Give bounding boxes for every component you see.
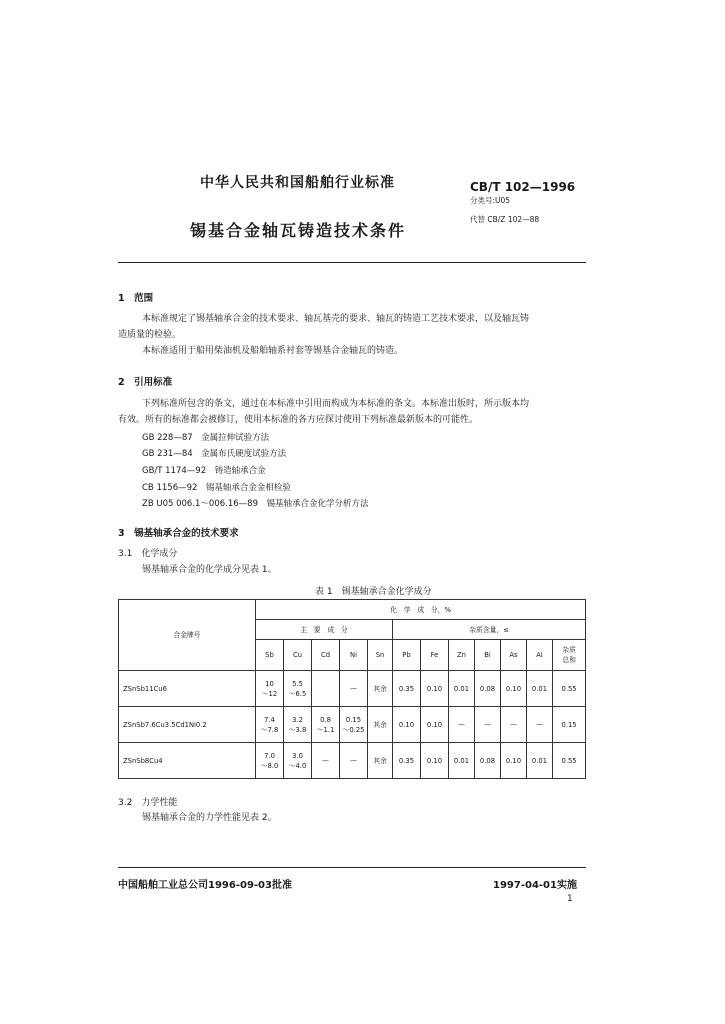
sn-cell: 其余 bbox=[368, 707, 393, 743]
header-rule bbox=[118, 262, 586, 263]
zn-cell: 0.01 bbox=[449, 671, 475, 707]
ni-cell: — bbox=[340, 743, 368, 779]
standard-category: 中华人民共和国船舶行业标准 bbox=[200, 175, 395, 191]
al-cell: 0.01 bbox=[527, 671, 553, 707]
reference-item: GB/T 1174—92 铸造轴承合金 bbox=[142, 466, 266, 476]
table-row bbox=[119, 707, 586, 743]
sb-cell: 7.4 ～7.8 bbox=[256, 707, 284, 743]
sn-cell: 其余 bbox=[368, 743, 393, 779]
col-pb: Pb bbox=[393, 640, 421, 671]
header-chemical-composition: 化 学 成 分，% bbox=[256, 600, 586, 620]
as-cell: 0.10 bbox=[501, 743, 527, 779]
reference-item: ZB U05 006.1～006.16—89 锡基轴承合金化学分析方法 bbox=[142, 499, 369, 509]
approval-info: 中国船舶工业总公司1996-09-03批准 bbox=[118, 880, 292, 891]
zn-cell: 0.01 bbox=[449, 743, 475, 779]
sb-cell: 10 ～12 bbox=[256, 671, 284, 707]
table-row bbox=[119, 671, 586, 707]
as-cell: — bbox=[501, 707, 527, 743]
cu-cell: 3.0 ～4.0 bbox=[284, 743, 312, 779]
section-3-2-text: 锡基轴承合金的力学性能见表 2。 bbox=[142, 813, 277, 823]
ni-cell: 0.15 ～0.25 bbox=[340, 707, 368, 743]
section-2-para-1a: 下列标准所包含的条文，通过在本标准中引用而构成为本标准的条文。本标准出版时，所示版本均 bbox=[142, 399, 530, 409]
table-1-caption: 表 1 锡基轴承合金化学成分 bbox=[315, 587, 432, 597]
fe-cell: 0.10 bbox=[421, 707, 449, 743]
section-1-para-1b: 造质量的检验。 bbox=[118, 330, 182, 340]
col-cd: Cd bbox=[312, 640, 340, 671]
reference-item: GB 228—87 金属拉伸试验方法 bbox=[142, 433, 270, 443]
fe-cell: 0.10 bbox=[421, 671, 449, 707]
col-al: Al bbox=[527, 640, 553, 671]
pb-cell: 0.10 bbox=[393, 707, 421, 743]
al-cell: 0.01 bbox=[527, 743, 553, 779]
col-as: As bbox=[501, 640, 527, 671]
section-3-2-heading: 3.2 力学性能 bbox=[118, 798, 178, 808]
grade-cell: ZSnSb7.6Cu3.5Cd1Ni0.2 bbox=[119, 707, 256, 743]
replaces-standard: 代替 CB/Z 102—88 bbox=[470, 215, 540, 224]
col-zn: Zn bbox=[449, 640, 475, 671]
col-sb: Sb bbox=[256, 640, 284, 671]
cu-cell: 3.2 ～3.8 bbox=[284, 707, 312, 743]
chemical-composition-table bbox=[118, 599, 586, 779]
col-sn: Sn bbox=[368, 640, 393, 671]
classification-number: 分类号:U05 bbox=[470, 196, 511, 205]
sn-cell: 其余 bbox=[368, 671, 393, 707]
grade-cell: ZSnSb11Cu6 bbox=[119, 671, 256, 707]
al-cell: — bbox=[527, 707, 553, 743]
ni-cell: — bbox=[340, 671, 368, 707]
section-1-heading: 1 范围 bbox=[118, 293, 154, 304]
bi-cell: 0.08 bbox=[475, 743, 501, 779]
section-2-heading: 2 引用标准 bbox=[118, 377, 173, 388]
total-cell: 0.55 bbox=[553, 743, 586, 779]
reference-item: CB 1156—92 锡基轴承合金金相检验 bbox=[142, 483, 291, 493]
cd-cell bbox=[312, 671, 340, 707]
footer-rule bbox=[118, 867, 586, 868]
cd-cell: — bbox=[312, 743, 340, 779]
document-title: 锡基合金轴瓦铸造技术条件 bbox=[190, 221, 407, 240]
table-row bbox=[119, 743, 586, 779]
implementation-date: 1997-04-01实施 bbox=[493, 880, 577, 891]
pb-cell: 0.35 bbox=[393, 671, 421, 707]
as-cell: 0.10 bbox=[501, 671, 527, 707]
section-3-1-heading: 3.1 化学成分 bbox=[118, 549, 178, 559]
bi-cell: — bbox=[475, 707, 501, 743]
grade-cell: ZSnSb8Cu4 bbox=[119, 743, 256, 779]
zn-cell: — bbox=[449, 707, 475, 743]
total-cell: 0.55 bbox=[553, 671, 586, 707]
header-impurity-content: 杂质含量，≤ bbox=[393, 620, 586, 640]
bi-cell: 0.08 bbox=[475, 671, 501, 707]
standard-code: CB/T 102—1996 bbox=[470, 180, 576, 194]
page-number: 1 bbox=[567, 894, 573, 904]
col-ni: Ni bbox=[340, 640, 368, 671]
section-1-para-1a: 本标准规定了锡基轴承合金的技术要求、轴瓦基壳的要求、轴瓦的铸造工艺技术要求，以及轴瓦铸 bbox=[142, 314, 530, 324]
col-cu: Cu bbox=[284, 640, 312, 671]
header-main-components: 主 要 成 分 bbox=[256, 620, 393, 640]
fe-cell: 0.10 bbox=[421, 743, 449, 779]
cd-cell: 0.8 ～1.1 bbox=[312, 707, 340, 743]
section-2-para-1b: 有效。所有的标准都会被修订，使用本标准的各方应探讨使用下列标准最新版本的可能性。 bbox=[118, 415, 479, 425]
section-3-1-text: 锡基轴承合金的化学成分见表 1。 bbox=[142, 565, 277, 575]
cu-cell: 5.5 ～6.5 bbox=[284, 671, 312, 707]
total-cell: 0.15 bbox=[553, 707, 586, 743]
header-grade: 合金牌号 bbox=[119, 600, 256, 671]
sb-cell: 7.0 ～8.0 bbox=[256, 743, 284, 779]
col-fe: Fe bbox=[421, 640, 449, 671]
col-impurity-total: 杂质 总和 bbox=[553, 640, 586, 671]
section-1-para-2: 本标准适用于船用柴油机及船舶轴系衬套等锡基合金轴瓦的铸造。 bbox=[142, 346, 404, 356]
pb-cell: 0.35 bbox=[393, 743, 421, 779]
reference-item: GB 231—84 金属布氏硬度试验方法 bbox=[142, 449, 287, 459]
col-bi: Bi bbox=[475, 640, 501, 671]
section-3-heading: 3 锡基轴承合金的技术要求 bbox=[118, 528, 239, 539]
